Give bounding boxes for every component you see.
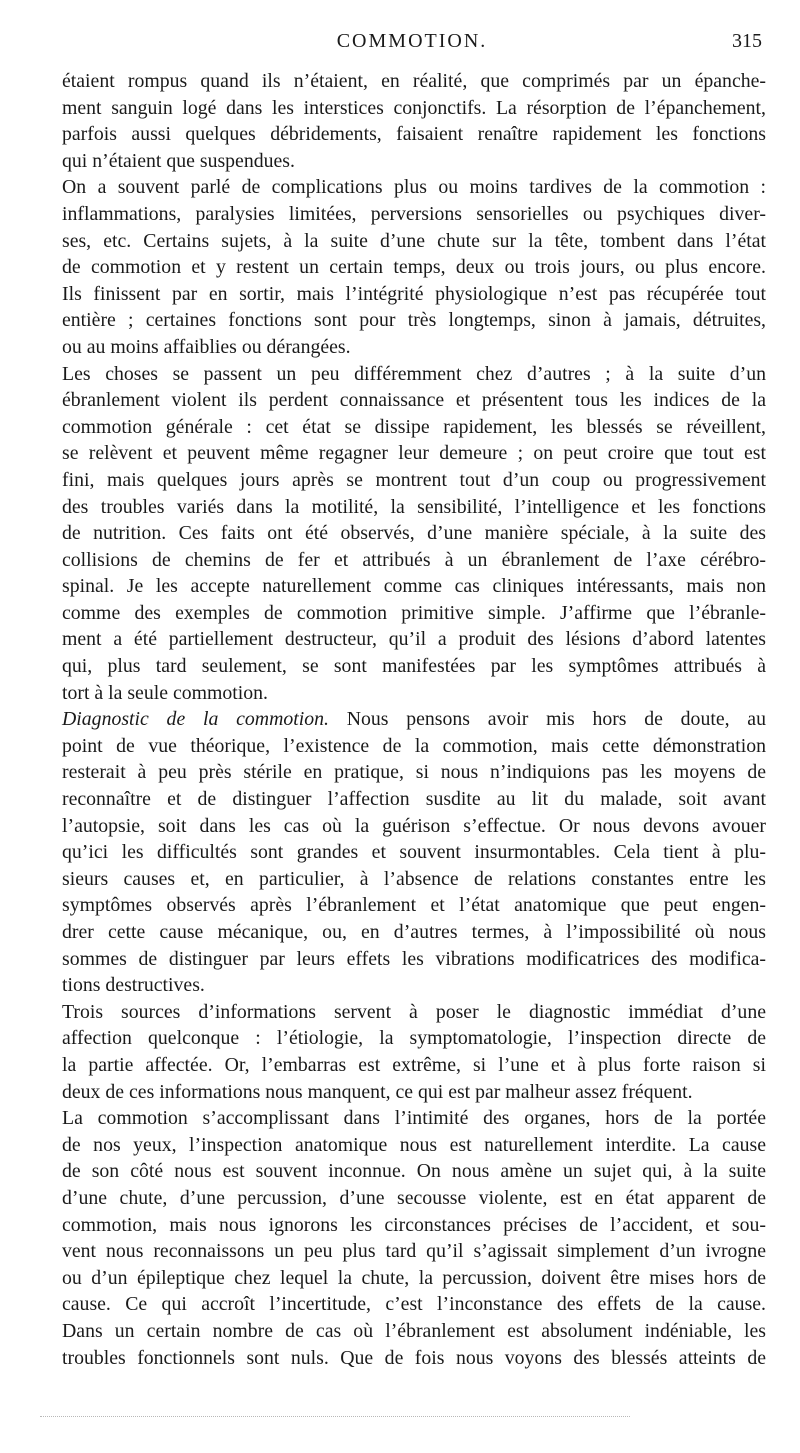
line-text: symptômes observés après l’ébranlement et l’état anatomique que peut engen- <box>62 894 766 917</box>
text-line <box>62 1025 766 1052</box>
line-text: cause. Ce qui accroît l’incertitude, c’est l’inconstance des effets de la cause. <box>62 1293 766 1316</box>
line-text: commotion, mais nous ignorons les circonstances précises de l’accident, et sou- <box>62 1213 766 1236</box>
text-line <box>62 228 766 255</box>
line-text: Nous pensons avoir mis hors de doute, au <box>346 708 766 731</box>
text-line <box>62 387 766 414</box>
line-text: ou d’un épileptique chez lequel la chute, la percussion, doivent être mises hors de <box>62 1266 766 1289</box>
line-text: qui, plus tard seulement, se sont manifestées par les symptômes attribués à <box>62 655 766 678</box>
running-title: COMMOTION. <box>336 30 488 52</box>
line-text: de son côté nous est souvent inconnue. On nous amène un sujet qui, à la suite <box>62 1160 766 1183</box>
text-line <box>62 1238 766 1265</box>
line-text: reconnaître et de distinguer l’affection susdite au lit du malade, soit avant <box>62 788 766 811</box>
text-line <box>62 919 766 946</box>
line-text: d’une chute, d’une percussion, d’une secousse violente, est en état apparent de <box>62 1186 766 1209</box>
line-text: tions destructives. <box>62 974 205 997</box>
line-text: resterait à peu près stérile en pratique, si nous n’indiquions pas les moyens de <box>62 761 766 784</box>
line-text: ébranlement violent ils perdent connaissance et présentent tous les indices de la <box>62 389 766 412</box>
section-heading: Diagnostic de la commotion. <box>62 708 329 731</box>
line-text: qui n’étaient que suspendues. <box>62 149 295 172</box>
line-text: entière ; certaines fonctions sont pour très longtemps, sinon à jamais, détruites, <box>62 309 766 332</box>
text-line <box>62 1185 766 1212</box>
line-text: étaient rompus quand ils n’étaient, en réalité, que comprimés par un épanche- <box>62 70 766 92</box>
line-text: point de vue théorique, l’existence de la commotion, mais cette démonstration <box>62 734 766 757</box>
page-number: 315 <box>732 30 762 52</box>
line-text: la partie affectée. Or, l’embarras est extrême, si l’une et à plus forte raison si <box>62 1053 766 1076</box>
text-line <box>62 281 766 308</box>
text-line <box>62 1345 766 1372</box>
text-line <box>62 573 766 600</box>
line-text: ses, etc. Certains sujets, à la suite d’une chute sur la tête, tombent dans l’état <box>62 229 766 252</box>
text-line <box>62 653 766 680</box>
text-line <box>62 946 766 973</box>
text-line <box>62 494 766 521</box>
text-line <box>62 892 766 919</box>
text-line <box>62 201 766 228</box>
text-line <box>62 1265 766 1292</box>
text-line <box>62 839 766 866</box>
line-text: se relèvent et peuvent même regagner leur demeure ; on peut croire que tout est <box>62 442 766 465</box>
line-text: de commotion et y restent un certain temps, deux ou trois jours, ou plus encore. <box>62 256 766 279</box>
line-text: des troubles variés dans la motilité, la sensibilité, l’intelligence et les fonctions <box>62 495 766 518</box>
bottom-dotted-rule <box>40 1416 630 1417</box>
text-line <box>62 759 766 786</box>
line-text: ment sanguin logé dans les interstices conjonctifs. La résorption de l’épanchement, <box>62 96 766 119</box>
body-text <box>62 68 766 1371</box>
line-text: La commotion s’accomplissant dans l’intimité des organes, hors de la portée <box>62 1107 766 1130</box>
text-line <box>62 786 766 813</box>
line-text: Dans un certain nombre de cas où l’ébranlement est absolument indéniable, les <box>62 1319 766 1342</box>
text-line <box>62 1132 766 1159</box>
text-line <box>62 361 766 388</box>
line-text: de nos yeux, l’inspection anatomique nous est naturellement interdite. La cause <box>62 1133 766 1156</box>
text-line <box>62 1318 766 1345</box>
line-text: qu’ici les difficultés sont grandes et souvent insurmontables. Cela tient à plu- <box>62 841 766 864</box>
text-line <box>62 174 766 201</box>
text-line <box>62 999 766 1026</box>
text-line <box>62 1158 766 1185</box>
text-line <box>62 95 766 122</box>
text-line <box>62 148 766 175</box>
text-line <box>62 600 766 627</box>
line-text: Les choses se passent un peu différemment chez d’autres ; à la suite d’un <box>62 362 766 385</box>
line-text: parfois aussi quelques débridements, faisaient renaître rapidement les fonctions <box>62 123 766 146</box>
line-text: Trois sources d’informations servent à poser le diagnostic immédiat d’une <box>62 1000 766 1023</box>
line-text: tort à la seule commotion. <box>62 681 269 704</box>
line-text: l’autopsie, soit dans les cas où la guérison s’effectue. Or nous devons avouer <box>62 814 766 837</box>
line-text: collisions de chemins de fer et attribués à un ébranlement de l’axe cérébro- <box>62 548 766 571</box>
running-head <box>62 30 762 58</box>
line-text: spinal. Je les accepte naturellement comme cas cliniques intéressants, mais non <box>62 575 766 598</box>
text-line <box>62 440 766 467</box>
line-text: comme des exemples de commotion primitive simple. J’affirme que l’ébranle- <box>62 601 766 624</box>
text-line <box>62 813 766 840</box>
text-line <box>62 1052 766 1079</box>
text-line <box>62 467 766 494</box>
text-line <box>62 1079 766 1106</box>
line-text: sieurs causes et, en particulier, à l’absence de relations constantes entre les <box>62 867 766 890</box>
text-line <box>62 1105 766 1132</box>
text-line <box>62 121 766 148</box>
text-line <box>62 706 766 733</box>
line-text: Ils finissent par en sortir, mais l’intégrité physiologique n’est pas récupérée tout <box>62 282 766 305</box>
line-text: ou au moins affaiblies ou dérangées. <box>62 335 351 358</box>
line-text: On a souvent parlé de complications plus ou moins tardives de la commotion : <box>62 176 766 199</box>
text-line <box>62 547 766 574</box>
text-line <box>62 414 766 441</box>
text-line <box>62 1212 766 1239</box>
line-text: inflammations, paralysies limitées, perversions sensorielles ou psychiques diver- <box>62 202 766 225</box>
text-line <box>62 68 766 95</box>
text-line <box>62 520 766 547</box>
line-text: deux de ces informations nous manquent, ce qui est par malheur assez fréquent. <box>62 1080 693 1103</box>
text-line <box>62 254 766 281</box>
line-text: fini, mais quelques jours après se montrent tout d’un coup ou progressivement <box>62 468 766 491</box>
text-line <box>62 626 766 653</box>
line-text: vent nous reconnaissons un peu plus tard qu’il s’agissait simplement d’un ivrogne <box>62 1240 766 1263</box>
line-text: commotion générale : cet état se dissipe rapidement, les blessés se réveillent, <box>62 415 766 438</box>
line-text: sommes de distinguer par leurs effets les vibrations modificatrices des modifica- <box>62 947 766 970</box>
line-text: troubles fonctionnels sont nuls. Que de fois nous voyons des blessés atteints de <box>62 1346 766 1369</box>
line-text: de nutrition. Ces faits ont été observés, d’une manière spéciale, à la suite des <box>62 522 766 545</box>
text-line <box>62 972 766 999</box>
text-line <box>62 307 766 334</box>
text-line <box>62 866 766 893</box>
text-line <box>62 334 766 361</box>
text-line <box>62 1291 766 1318</box>
line-text: affection quelconque : l’étiologie, la symptomatologie, l’inspection directe de <box>62 1027 766 1050</box>
text-line <box>62 680 766 707</box>
line-text: ment a été partiellement destructeur, qu’il a produit des lésions d’abord latentes <box>62 628 766 651</box>
line-text: drer cette cause mécanique, ou, en d’autres termes, à l’impossibilité où nous <box>62 921 766 943</box>
text-line <box>62 733 766 760</box>
